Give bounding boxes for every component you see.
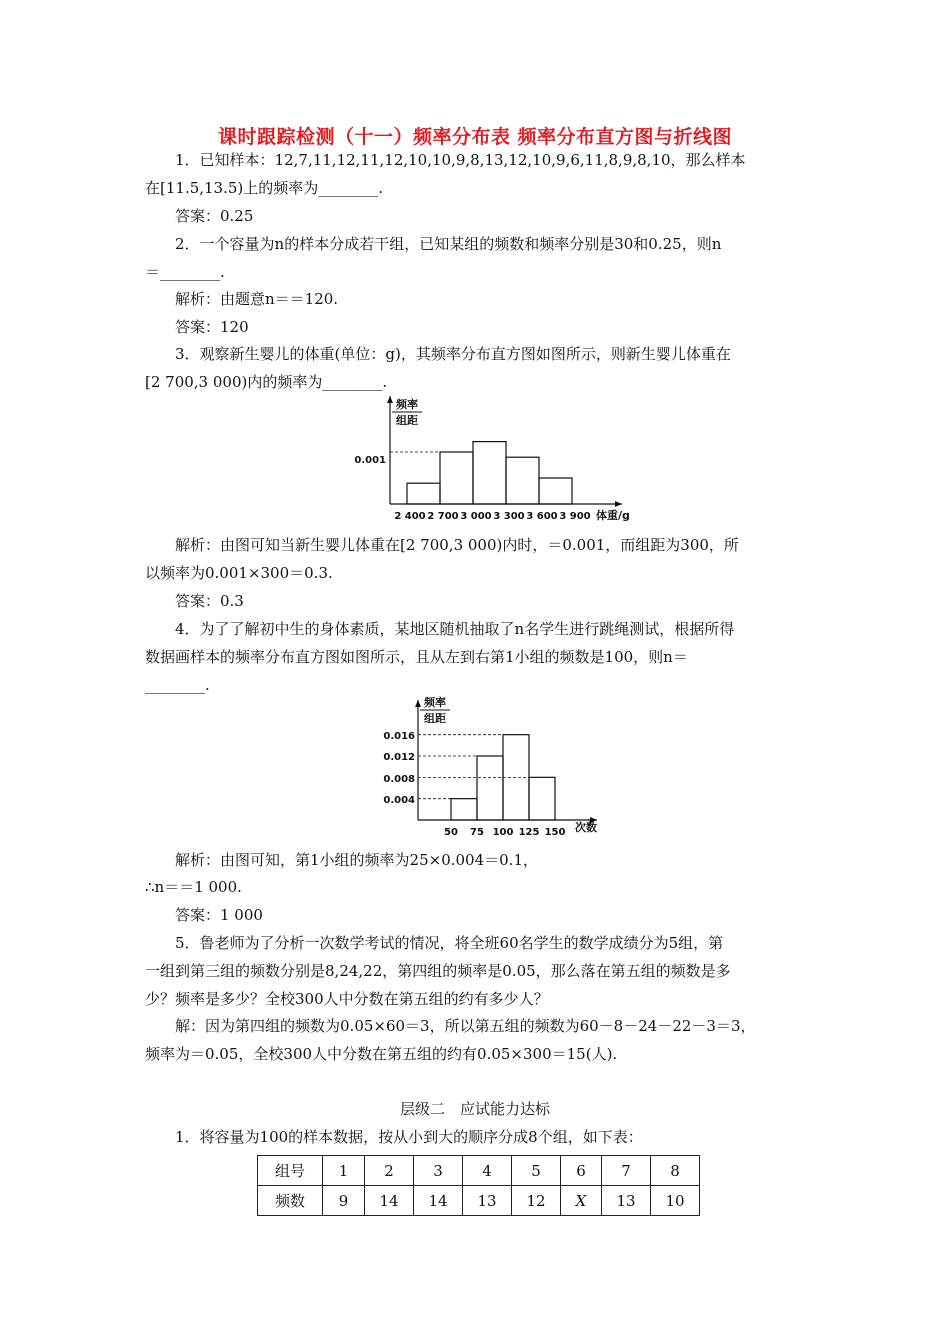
chart1-ytick-label: 0.001 <box>354 455 386 466</box>
y-axis-arrow-icon <box>415 700 421 707</box>
chart2-ytick-label: 0.016 <box>383 731 415 742</box>
q2-solution: 解析：由题意n＝＝120. <box>175 290 339 308</box>
histogram-bar <box>539 478 572 504</box>
x-tick-label: 2 400 <box>394 511 426 522</box>
chart1-ylabel-top: 频率 <box>396 398 418 411</box>
table-cell: 6 <box>561 1156 602 1186</box>
x-tick-label: 100 <box>492 827 514 838</box>
x-tick-label: 150 <box>544 827 566 838</box>
table-cell: 13 <box>463 1186 512 1216</box>
histogram-bar <box>407 483 440 504</box>
birth-weight-histogram <box>350 392 640 528</box>
q4-answer: 答案：1 000 <box>175 906 263 924</box>
histogram-bar <box>451 799 477 820</box>
q5-text: 5．鲁老师为了分析一次数学考试的情况，将全班60名学生的数学成绩分为5组，第 <box>175 934 724 952</box>
table-row-label: 频数 <box>258 1186 323 1216</box>
q5-solution-cont: 频率为＝0.05，全校300人中分数在第五组的约有0.05×300＝15(人). <box>145 1045 618 1063</box>
q4-solution: 解析：由图可知，第1小组的频率为25×0.004＝0.1， <box>175 851 538 869</box>
q1-answer: 答案：0.25 <box>175 207 254 225</box>
q3-text-cont: [2 700,3 000)内的频率为________. <box>145 373 388 391</box>
q4-text: 4．为了了解初中生的身体素质，某地区随机抽取了n名学生进行跳绳测试，根据所得 <box>175 620 735 638</box>
q2-text-cont: ＝________. <box>145 263 225 281</box>
histogram-bar <box>529 777 555 820</box>
q4-text-blank: ________. <box>145 676 210 694</box>
table-cell: 2 <box>365 1156 414 1186</box>
table-row <box>258 1186 700 1216</box>
page-title: 课时跟踪检测（十一）频率分布表 频率分布直方图与折线图 <box>217 126 733 148</box>
table-row <box>258 1156 700 1186</box>
chart2-ytick-label: 0.008 <box>383 774 415 785</box>
table-cell: 5 <box>512 1156 561 1186</box>
table-cell: 13 <box>602 1186 651 1216</box>
q2-answer: 答案：120 <box>175 318 249 336</box>
table-cell: 8 <box>651 1156 700 1186</box>
chart2-xlabel: 次数 <box>575 821 597 834</box>
x-tick-label: 75 <box>470 827 484 838</box>
q2-text: 2．一个容量为n的样本分成若干组，已知某组的频数和频率分别是30和0.25，则n <box>175 235 722 253</box>
x-tick-label: 3 300 <box>493 511 525 522</box>
x-tick-label: 3 600 <box>526 511 558 522</box>
q4-solution-cont: ∴n＝＝1 000. <box>145 878 242 896</box>
q3-text: 3．观察新生婴儿的体重(单位：g)，其频率分布直方图如图所示，则新生婴儿体重在 <box>175 345 731 363</box>
chart2-ytick-label: 0.012 <box>383 752 415 763</box>
section-heading: 层级二 应试能力达标 <box>399 1100 550 1118</box>
table-cell: 12 <box>512 1186 561 1216</box>
q3-answer: 答案：0.3 <box>175 592 244 610</box>
x-tick-label: 125 <box>518 827 540 838</box>
q5-text-cont: 一组到第三组的频数分别是8,24,22，第四组的频率是0.05，那么落在第五组的频数是多 <box>145 962 731 980</box>
q5-solution: 解：因为第四组的频数为0.05×60＝3，所以第五组的频数为60－8－24－22－3＝3， <box>175 1017 756 1035</box>
chart2-ylabel-bottom: 组距 <box>424 712 446 725</box>
chart2-ytick-label: 0.004 <box>383 795 415 806</box>
x-tick-label: 2 700 <box>427 511 459 522</box>
x-tick-label: 50 <box>444 827 458 838</box>
q1-text: 1．已知样本：12,7,11,12,11,12,10,10,9,8,13,12,10,9,6,11,8,9,8,10，那么样本 <box>175 151 746 169</box>
x-tick-label: 3 000 <box>460 511 492 522</box>
q3-solution: 解析：由图可知当新生婴儿体重在[2 700,3 000)内时，＝0.001，而组距为300，所 <box>175 536 739 554</box>
table-cell: X <box>561 1186 602 1216</box>
histogram-bar <box>473 442 506 504</box>
histogram-bar <box>440 452 473 504</box>
chart1-ylabel-bottom: 组距 <box>396 414 418 427</box>
table-row-label: 组号 <box>258 1156 323 1186</box>
q3-solution-cont: 以频率为0.001×300＝0.3. <box>145 564 333 582</box>
q5-text-cont2: 少？频率是多少？全校300人中分数在第五组的约有多少人？ <box>145 990 549 1008</box>
frequency-table <box>257 1155 700 1216</box>
table-cell: 4 <box>463 1156 512 1186</box>
table-cell: 14 <box>365 1186 414 1216</box>
table-cell: 9 <box>323 1186 365 1216</box>
histogram-bar <box>506 457 539 504</box>
q4-text-cont: 数据画样本的频率分布直方图如图所示，且从左到右第1小组的频数是100，则n＝ <box>145 648 688 666</box>
p1-text: 1．将容量为100的样本数据，按从小到大的顺序分成8个组，如下表： <box>175 1128 643 1146</box>
jump-rope-histogram <box>370 692 610 840</box>
y-axis-arrow-icon <box>387 396 393 403</box>
x-axis-arrow-icon <box>615 501 622 507</box>
table-cell: 10 <box>651 1186 700 1216</box>
histogram-bar <box>477 756 503 820</box>
chart2-ylabel-top: 频率 <box>424 696 446 709</box>
x-tick-label: 3 900 <box>559 511 591 522</box>
table-cell: 14 <box>414 1186 463 1216</box>
table-cell: 7 <box>602 1156 651 1186</box>
table-cell: 3 <box>414 1156 463 1186</box>
table-cell: 1 <box>323 1156 365 1186</box>
q1-text-cont: 在[11.5,13.5)上的频率为________. <box>145 179 384 197</box>
chart1-xlabel: 体重/g <box>596 509 630 522</box>
